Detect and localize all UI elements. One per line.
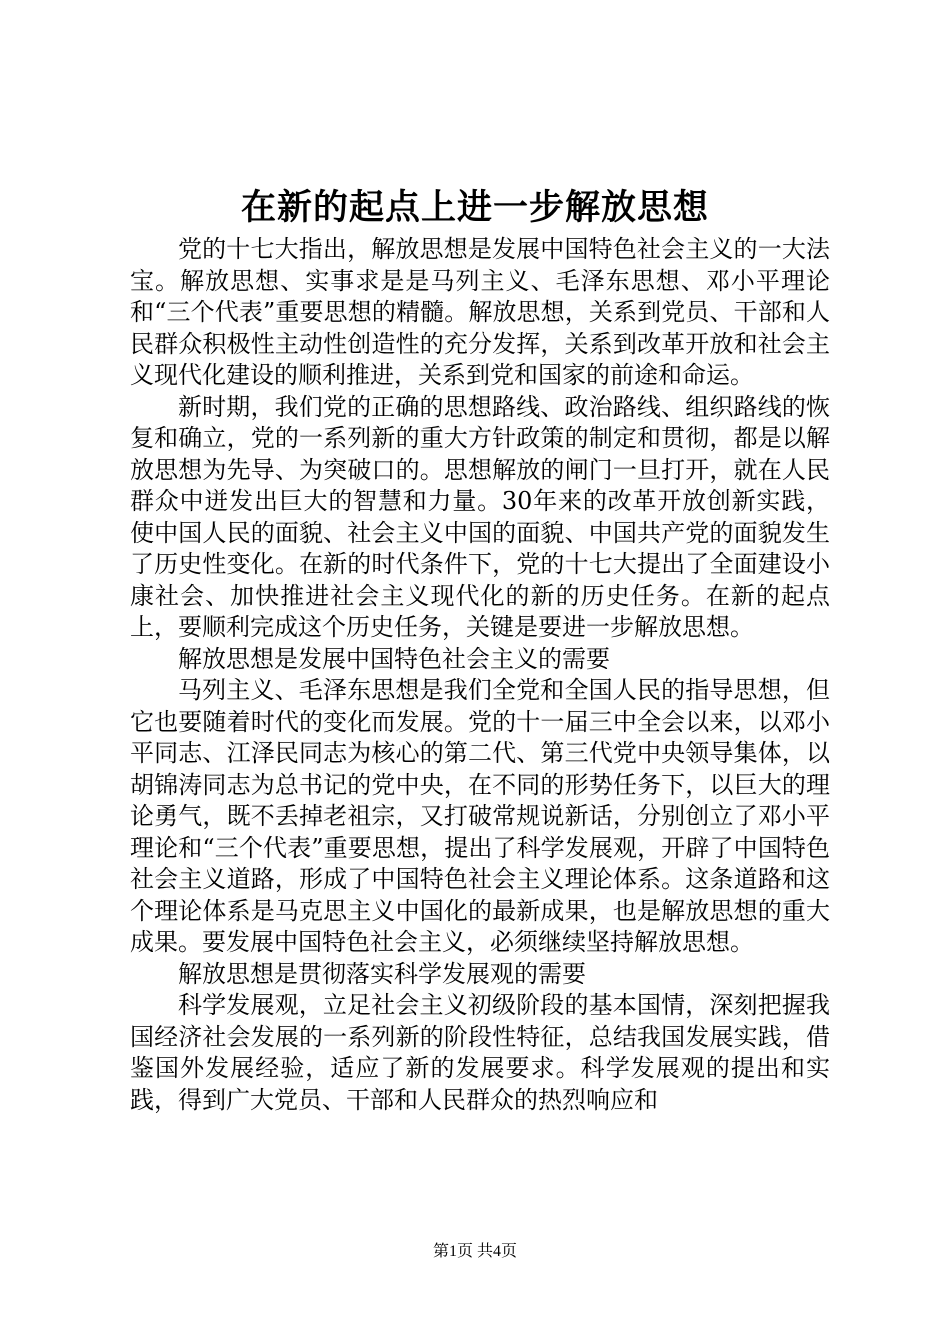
paragraph-intro: 党的十七大指出，解放思想是发展中国特色社会主义的一大法宝。解放思想、实事求是是马列主义、毛泽东思想、邓小平理论和“三个代表”重要思想的精髓。解放思想，关系到党员、干部和人民群众积极性主动性创造性的充分发挥，关系到改革开放和社会主义现代化建设的顺利推进，关系到党和国家的前途和命运。	[130, 235, 830, 389]
page-number-footer: 第1页 共4页	[432, 1243, 517, 1260]
paragraph-scientific-development: 科学发展观，立足社会主义初级阶段的基本国情，深刻把握我国经济社会发展的一系列新的阶段性特征，总结我国发展实践，借鉴国外发展经验，适应了新的发展要求。科学发展观的提出和实践，得到广大党员、干部和人民群众的热烈响应和	[130, 991, 830, 1114]
paragraph-guiding-thought: 马列主义、毛泽东思想是我们全党和全国人民的指导思想，但它也要随着时代的变化而发展。党的十一届三中全会以来，以邓小平同志、江泽民同志为核心的第二代、第三代党中央领导集体，以胡锦涛同志为总书记的党中央，在不同的形势任务下，以巨大的理论勇气，既不丢掉老祖宗，又打破常规说新话，分别创立了邓小平理论和“三个代表”重要思想，提出了科学发展观，开辟了中国特色社会主义道路，形成了中国特色社会主义理论体系。这条道路和这个理论体系是马克思主义中国化的最新成果，也是解放思想的重大成果。要发展中国特色社会主义，必须继续坚持解放思想。	[130, 676, 830, 956]
document-title: 在新的起点上进一步解放思想	[240, 187, 709, 228]
document-body	[130, 234, 830, 1116]
paragraph-new-era: 新时期，我们党的正确的思想路线、政治路线、组织路线的恢复和确立，党的一系列新的重大方针政策的制定和贯彻，都是以解放思想为先导、为突破口的。思想解放的闸门一旦打开，就在人民群众中迸发出巨大的智慧和力量。30年来的改革开放创新实践，使中国人民的面貌、社会主义中国的面貌、中国共产党的面貌发生了历史性变化。在新的时代条件下，党的十七大提出了全面建设小康社会、加快推进社会主义现代化的新的历史任务。在新的起点上，要顺利完成这个历史任务，关键是要进一步解放思想。	[130, 392, 830, 641]
section-heading-socialism: 解放思想是发展中国特色社会主义的需要	[178, 644, 610, 673]
section-heading-scientific-development: 解放思想是贯彻落实科学发展观的需要	[178, 959, 586, 988]
